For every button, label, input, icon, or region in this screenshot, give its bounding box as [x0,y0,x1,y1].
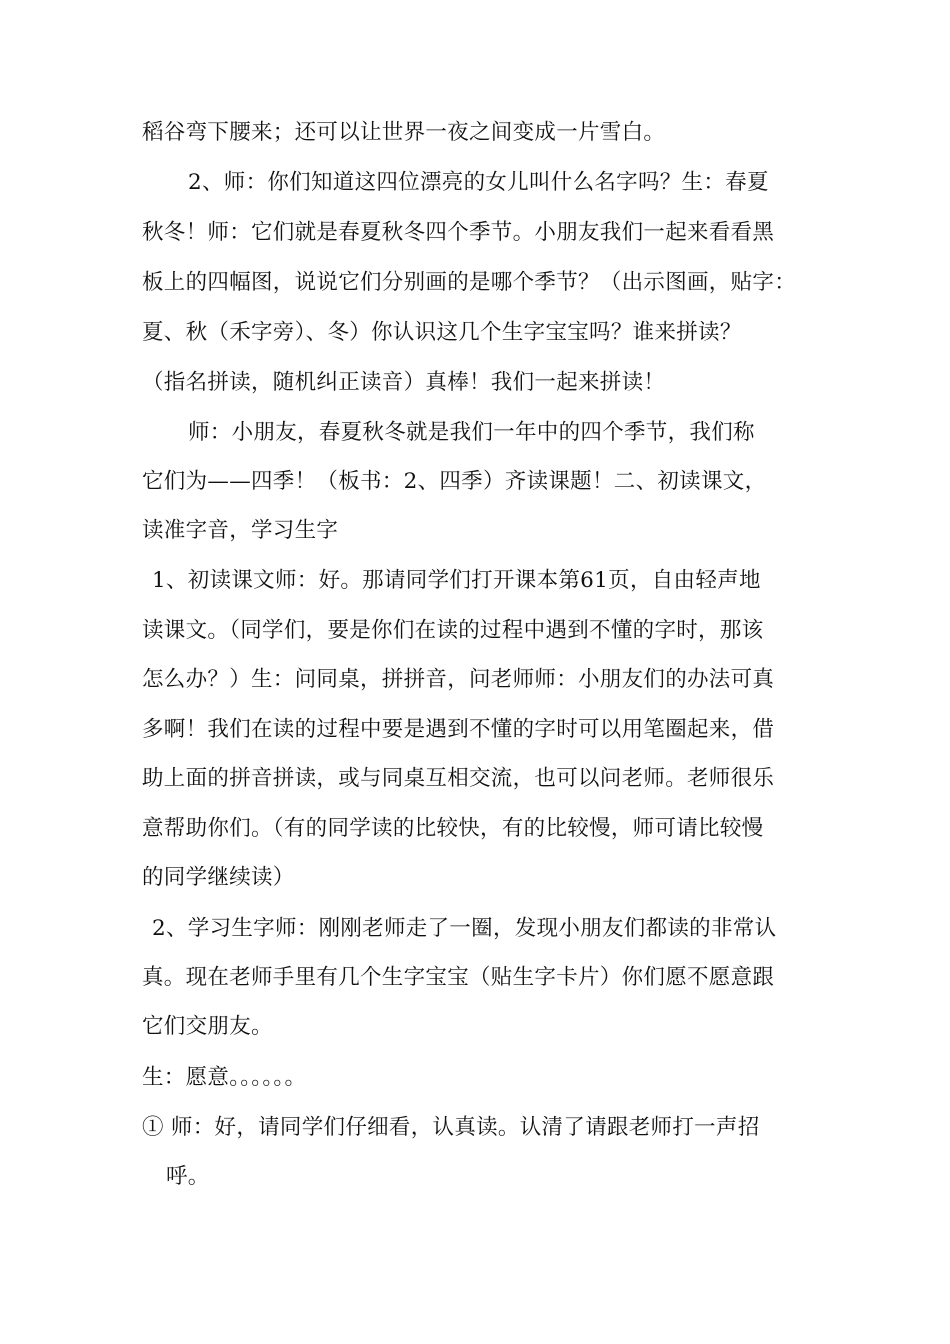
text-line: 呼。 [166,1164,210,1189]
text-line: 它们交朋友。 [142,1014,273,1039]
text-line: 2、学习生字师：刚刚老师走了一圈，发现小朋友们都读的非常认 [152,916,777,941]
text-line: 怎么办？）生：问同桌，拼拼音，问老师师：小朋友们的办法可真 [142,667,775,692]
text-line: 1、初读课文师：好。那请同学们打开课本第61页，自由轻声地 [152,568,761,593]
text-line: ① 师：好，请同学们仔细看，认真读。认清了请跟老师打一声招 [142,1115,760,1140]
text-line: （指名拼读，随机纠正读音）真棒！我们一起来拼读！ [142,370,666,395]
text-line: 读准字音，学习生字 [142,518,339,543]
text-line: 意帮助你们。（有的同学读的比较快，有的比较慢，师可请比较慢 [142,816,764,841]
text-line: 板上的四幅图，说说它们分别画的是哪个季节？（出示图画，贴字： [142,270,797,295]
text-line: 它们为——四季！（板书：2、四季）齐读课题！二、初读课文， [142,469,767,494]
text-line: 读课文。（同学们，要是你们在读的过程中遇到不懂的字时，那该 [142,618,764,643]
text-line: 多啊！我们在读的过程中要是遇到不懂的字时可以用笔圈起来，借 [142,717,775,742]
text-line: 2、师：你们知道这四位漂亮的女儿叫什么名字吗？生：春夏 [188,170,769,195]
text-line: 真。现在老师手里有几个生字宝宝（贴生字卡片）你们愿不愿意跟 [142,965,775,990]
text-line: 生：愿意。。。。。。 [142,1065,307,1090]
text-line: 助上面的拼音拼读，或与同桌互相交流，也可以问老师。老师很乐 [142,766,775,791]
text-line: 的同学继续读） [142,865,295,890]
text-line: 夏、秋（禾字旁）、冬）你认识这几个生字宝宝吗？谁来拼读？ [142,320,742,345]
text-line: 秋冬！师：它们就是春夏秋冬四个季节。小朋友我们一起来看看黑 [142,220,775,245]
text-line: 稻谷弯下腰来；还可以让世界一夜之间变成一片雪白。 [142,120,666,145]
text-line: 师：小朋友，春夏秋冬就是我们一年中的四个季节，我们称 [188,420,755,445]
